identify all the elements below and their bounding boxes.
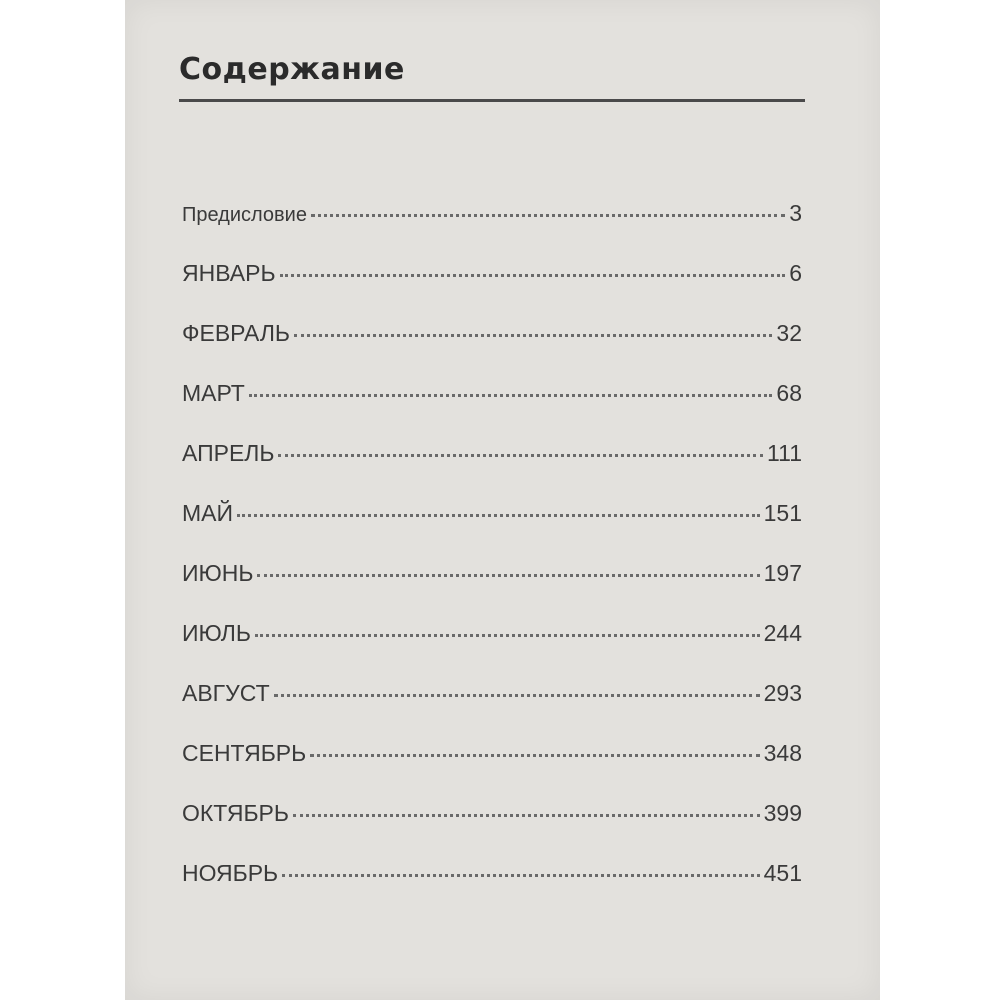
toc-entry	[182, 260, 802, 320]
dot-leader	[274, 694, 760, 697]
toc-entry-page: 111	[767, 440, 802, 466]
dot-leader	[255, 634, 760, 637]
dot-leader	[310, 754, 759, 757]
toc-entry	[182, 320, 802, 380]
toc-entry-page: 3	[789, 200, 802, 226]
toc-entry-label: МАЙ	[182, 500, 234, 526]
toc-entry-page: 32	[776, 320, 802, 346]
dot-leader	[249, 394, 773, 397]
toc-entry-page: 68	[776, 380, 802, 406]
table-of-contents	[182, 200, 802, 920]
toc-entry-label: МАРТ	[182, 380, 245, 406]
toc-entry	[182, 200, 802, 260]
toc-entry	[182, 680, 802, 740]
book-page	[125, 0, 880, 1000]
toc-entry-label: СЕНТЯБРЬ	[182, 740, 307, 766]
toc-entry-page: 244	[763, 620, 802, 646]
page-title: Содержание	[179, 52, 405, 87]
toc-entry-label: ИЮЛЬ	[182, 620, 251, 646]
dot-leader	[278, 454, 763, 457]
toc-entry	[182, 620, 802, 680]
toc-entry	[182, 440, 802, 500]
toc-entry	[182, 740, 802, 800]
toc-entry-label: ЯНВАРЬ	[182, 260, 276, 286]
toc-entry-page: 151	[763, 500, 802, 526]
toc-entry-label: НОЯБРЬ	[182, 860, 279, 886]
toc-entry-page: 197	[763, 560, 802, 586]
toc-entry-label: Предисловие	[182, 204, 307, 226]
toc-entry-label: ФЕВРАЛЬ	[182, 320, 291, 346]
dot-leader	[280, 274, 786, 277]
title-rule	[179, 99, 805, 102]
toc-entry	[182, 800, 802, 860]
dot-leader	[282, 874, 759, 877]
toc-entry-page: 348	[763, 740, 802, 766]
dot-leader	[293, 814, 760, 817]
toc-entry-page: 399	[763, 800, 802, 826]
toc-entry	[182, 860, 802, 920]
toc-entry-label: АВГУСТ	[182, 680, 270, 706]
dot-leader	[311, 214, 785, 217]
dot-leader	[257, 574, 759, 577]
toc-entry-page: 451	[763, 860, 802, 886]
toc-entry	[182, 500, 802, 560]
toc-entry-page: 6	[789, 260, 802, 286]
toc-entry-label: ОКТЯБРЬ	[182, 800, 289, 826]
dot-leader	[294, 334, 772, 337]
toc-entry-label: АПРЕЛЬ	[182, 440, 275, 466]
toc-entry	[182, 380, 802, 440]
toc-entry	[182, 560, 802, 620]
toc-entry-label: ИЮНЬ	[182, 560, 254, 586]
dot-leader	[237, 514, 760, 517]
toc-entry-page: 293	[763, 680, 802, 706]
